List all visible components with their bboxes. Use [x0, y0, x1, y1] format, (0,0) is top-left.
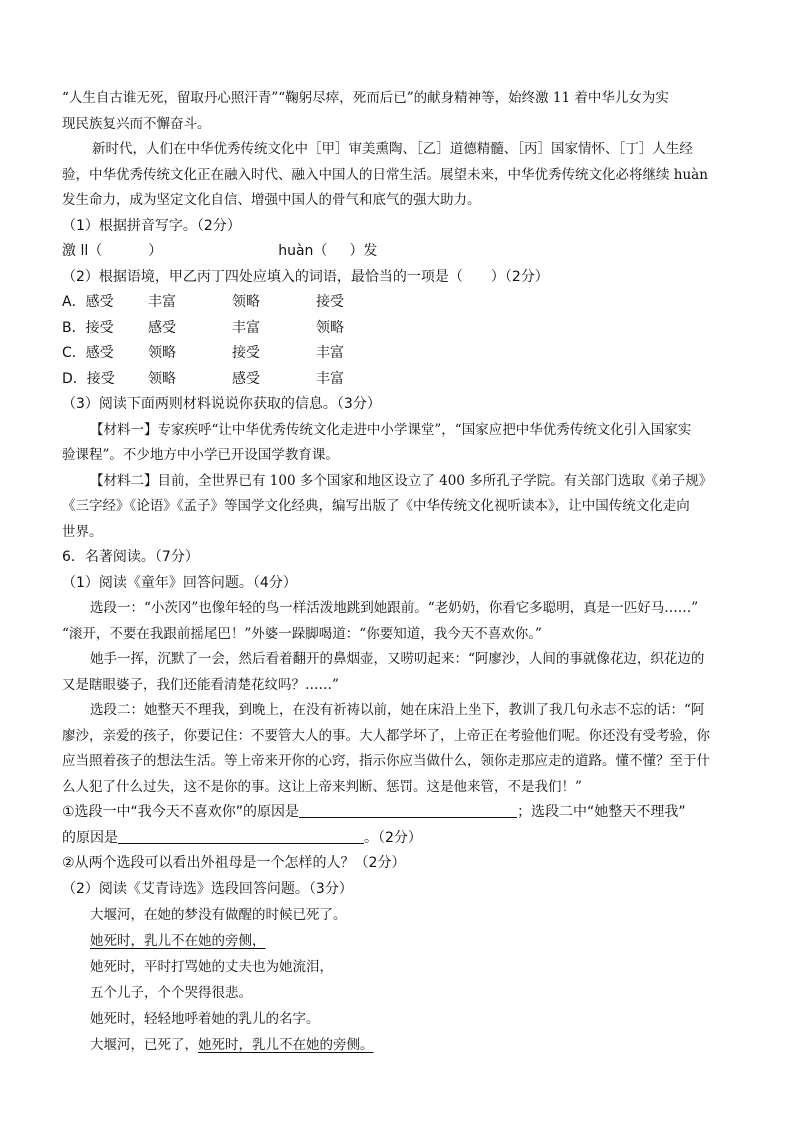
- excerpt-1-line: 选段一：“小茨冈”也像年轻的鸟一样活泼地跳到她跟前。“老奶奶，你看它多聪明，真是一匹好马……”: [90, 600, 699, 616]
- excerpt-2-line: 么人犯了什么过失，这不是你的事。这让上帝来判断、惩罚。这是他来管，不是我们！”: [62, 778, 582, 795]
- excerpt-2-line: 选段二：她整天不理我，到晚上，在没有祈祷以前，她在床沿上坐下，教训了我几句永志不忘的话：“阿: [90, 702, 705, 718]
- question-6-title: 6．名著阅读。（7分）: [62, 549, 199, 565]
- poem-line: 她死时，轻轻地呼着她的乳儿的名字。: [90, 1011, 320, 1027]
- poem-line: 大堰河，已死了，她死时，乳儿不在她的旁侧。: [90, 1037, 374, 1053]
- option-word: 领略: [148, 370, 176, 387]
- excerpt-1-line: 她手一挥，沉默了一会，然后看着翻开的鼻烟壶，又唠叨起来：“阿廖沙，人间的事就像花边，织花边的: [90, 651, 705, 667]
- option-word: 感受: [232, 370, 260, 387]
- option-key: B．接受: [62, 319, 114, 336]
- poem-excerpt: [62, 902, 732, 1058]
- material-1-line: 验课程”。不少地方中小学已开设国学教育课。: [62, 447, 339, 463]
- option-b[interactable]: [62, 316, 732, 342]
- poem-line: 五个儿子，个个哭得很悲。: [90, 985, 252, 1001]
- material-1-line: 【材料一】专家疾呼“让中华优秀传统文化走进中小学课堂”，“国家应把中华优秀传统文化引入国家实: [90, 421, 692, 438]
- passage-line: 现民族复兴而不懈奋斗。: [62, 115, 211, 132]
- question-3-title: （3）阅读下面两则材料说说你获取的信息。（3分）: [62, 396, 381, 412]
- question-6-1-b: ②从两个选段可以看出外祖母是一个怎样的人？（2分）: [62, 855, 406, 871]
- excerpt-2-line: 应当照着孩子的想法生活。等上帝来开你的心窍，指示你应当做什么，领你走那应走的道路。懂不懂？至于什: [62, 753, 710, 769]
- exam-page: [62, 86, 732, 1058]
- question-6-1-title: （1）阅读《童年》回答问题。（4分）: [62, 574, 297, 591]
- option-word: 领略: [232, 294, 260, 310]
- answer-b-suffix: ）发: [349, 243, 378, 259]
- poem-line: 大堰河，在她的梦没有做醒的时候已死了。: [90, 907, 347, 923]
- answer-a-prefix: 激 ll（: [62, 243, 103, 259]
- answer-blank-2[interactable]: [118, 827, 364, 844]
- passage-line: “人生自古谁无死，留取丹心照汗青”“鞠躬尽瘁，死而后已”的献身精神等，始终激 11 着中华儿女为实: [62, 90, 669, 106]
- poem-line: 她死时，平时打骂她的丈夫也为她流泪，: [90, 959, 333, 975]
- option-word: 感受: [148, 319, 176, 336]
- option-word: 领略: [316, 319, 344, 336]
- answer-b-prefix: huàn（: [278, 243, 328, 259]
- material-2-line: 【材料二】目前，全世界已有 100 多个国家和地区设立了 400 多所孔子学院。有关部门选取《弟子规》: [90, 472, 713, 489]
- option-word: 丰富: [232, 319, 260, 336]
- option-c[interactable]: [62, 341, 732, 367]
- option-key: C．感受: [62, 345, 114, 361]
- option-d[interactable]: [62, 367, 732, 393]
- answer-blank-1[interactable]: [299, 801, 517, 818]
- option-key: A．感受: [62, 294, 114, 310]
- passage-line: 新时代，人们在中华优秀传统文化中［甲］审美熏陶、［乙］道德精髓、［丙］国家情怀、［丁］人生经: [92, 141, 693, 157]
- question-2-title: （2）根据语境，甲乙丙丁四处应填入的词语，最恰当的一项是（ ）（2分）: [62, 268, 549, 285]
- material-2-line: 《三字经》《论语》《孟子》等国学文化经典，编写出版了《中华传统文化视听读本》，让中国传统文化走向: [62, 498, 690, 514]
- poem-line-underlined: 她死时，乳儿不在她的旁侧，: [90, 933, 266, 949]
- option-a[interactable]: [62, 290, 732, 316]
- passage-line: 验，中华优秀传统文化正在融入时代、融入中国人的日常生活。展望未来，中华优秀传统文化必将继续 huàn: [62, 166, 708, 183]
- option-word: 丰富: [148, 294, 176, 310]
- option-word: 领略: [148, 345, 176, 361]
- option-word: 丰富: [316, 345, 344, 361]
- question-6-1-a-line2: 的原因是 。（2分）: [62, 826, 732, 852]
- option-word: 接受: [232, 345, 260, 361]
- answer-a-suffix: ）: [148, 243, 163, 259]
- excerpt-2-line: 廖沙，亲爱的孩子，你要记住：不要管大人的事。大人都学坏了，上帝正在考验他们呢。你还没有受考验，你: [62, 727, 710, 744]
- question-6-1-a: ①选段一中“我今天不喜欢你”的原因是 ；选段二中“她整天不理我”: [62, 800, 732, 826]
- passage-line: 发生命力，成为坚定文化自信、增强中国人的骨气和底气的强大助力。: [62, 192, 481, 208]
- material-2-line: 世界。: [62, 523, 103, 540]
- option-word: 丰富: [316, 370, 344, 387]
- question-6-2-title: （2）阅读《艾青诗选》选段回答问题。（3分）: [62, 880, 353, 897]
- question-1-title: （1）根据拼音写字。（2分）: [62, 217, 241, 234]
- excerpt-1-line: 又是瞎眼婆子，我们还能看清楚花纹吗？……”: [62, 676, 339, 693]
- excerpt-1-line: “滚开，不要在我跟前摇尾巴！”外婆一跺脚喝道：“你要知道，我今天不喜欢你。”: [62, 625, 542, 642]
- question-1-answers: [62, 239, 732, 265]
- option-key: D．接受: [62, 370, 115, 387]
- option-word: 接受: [316, 294, 344, 310]
